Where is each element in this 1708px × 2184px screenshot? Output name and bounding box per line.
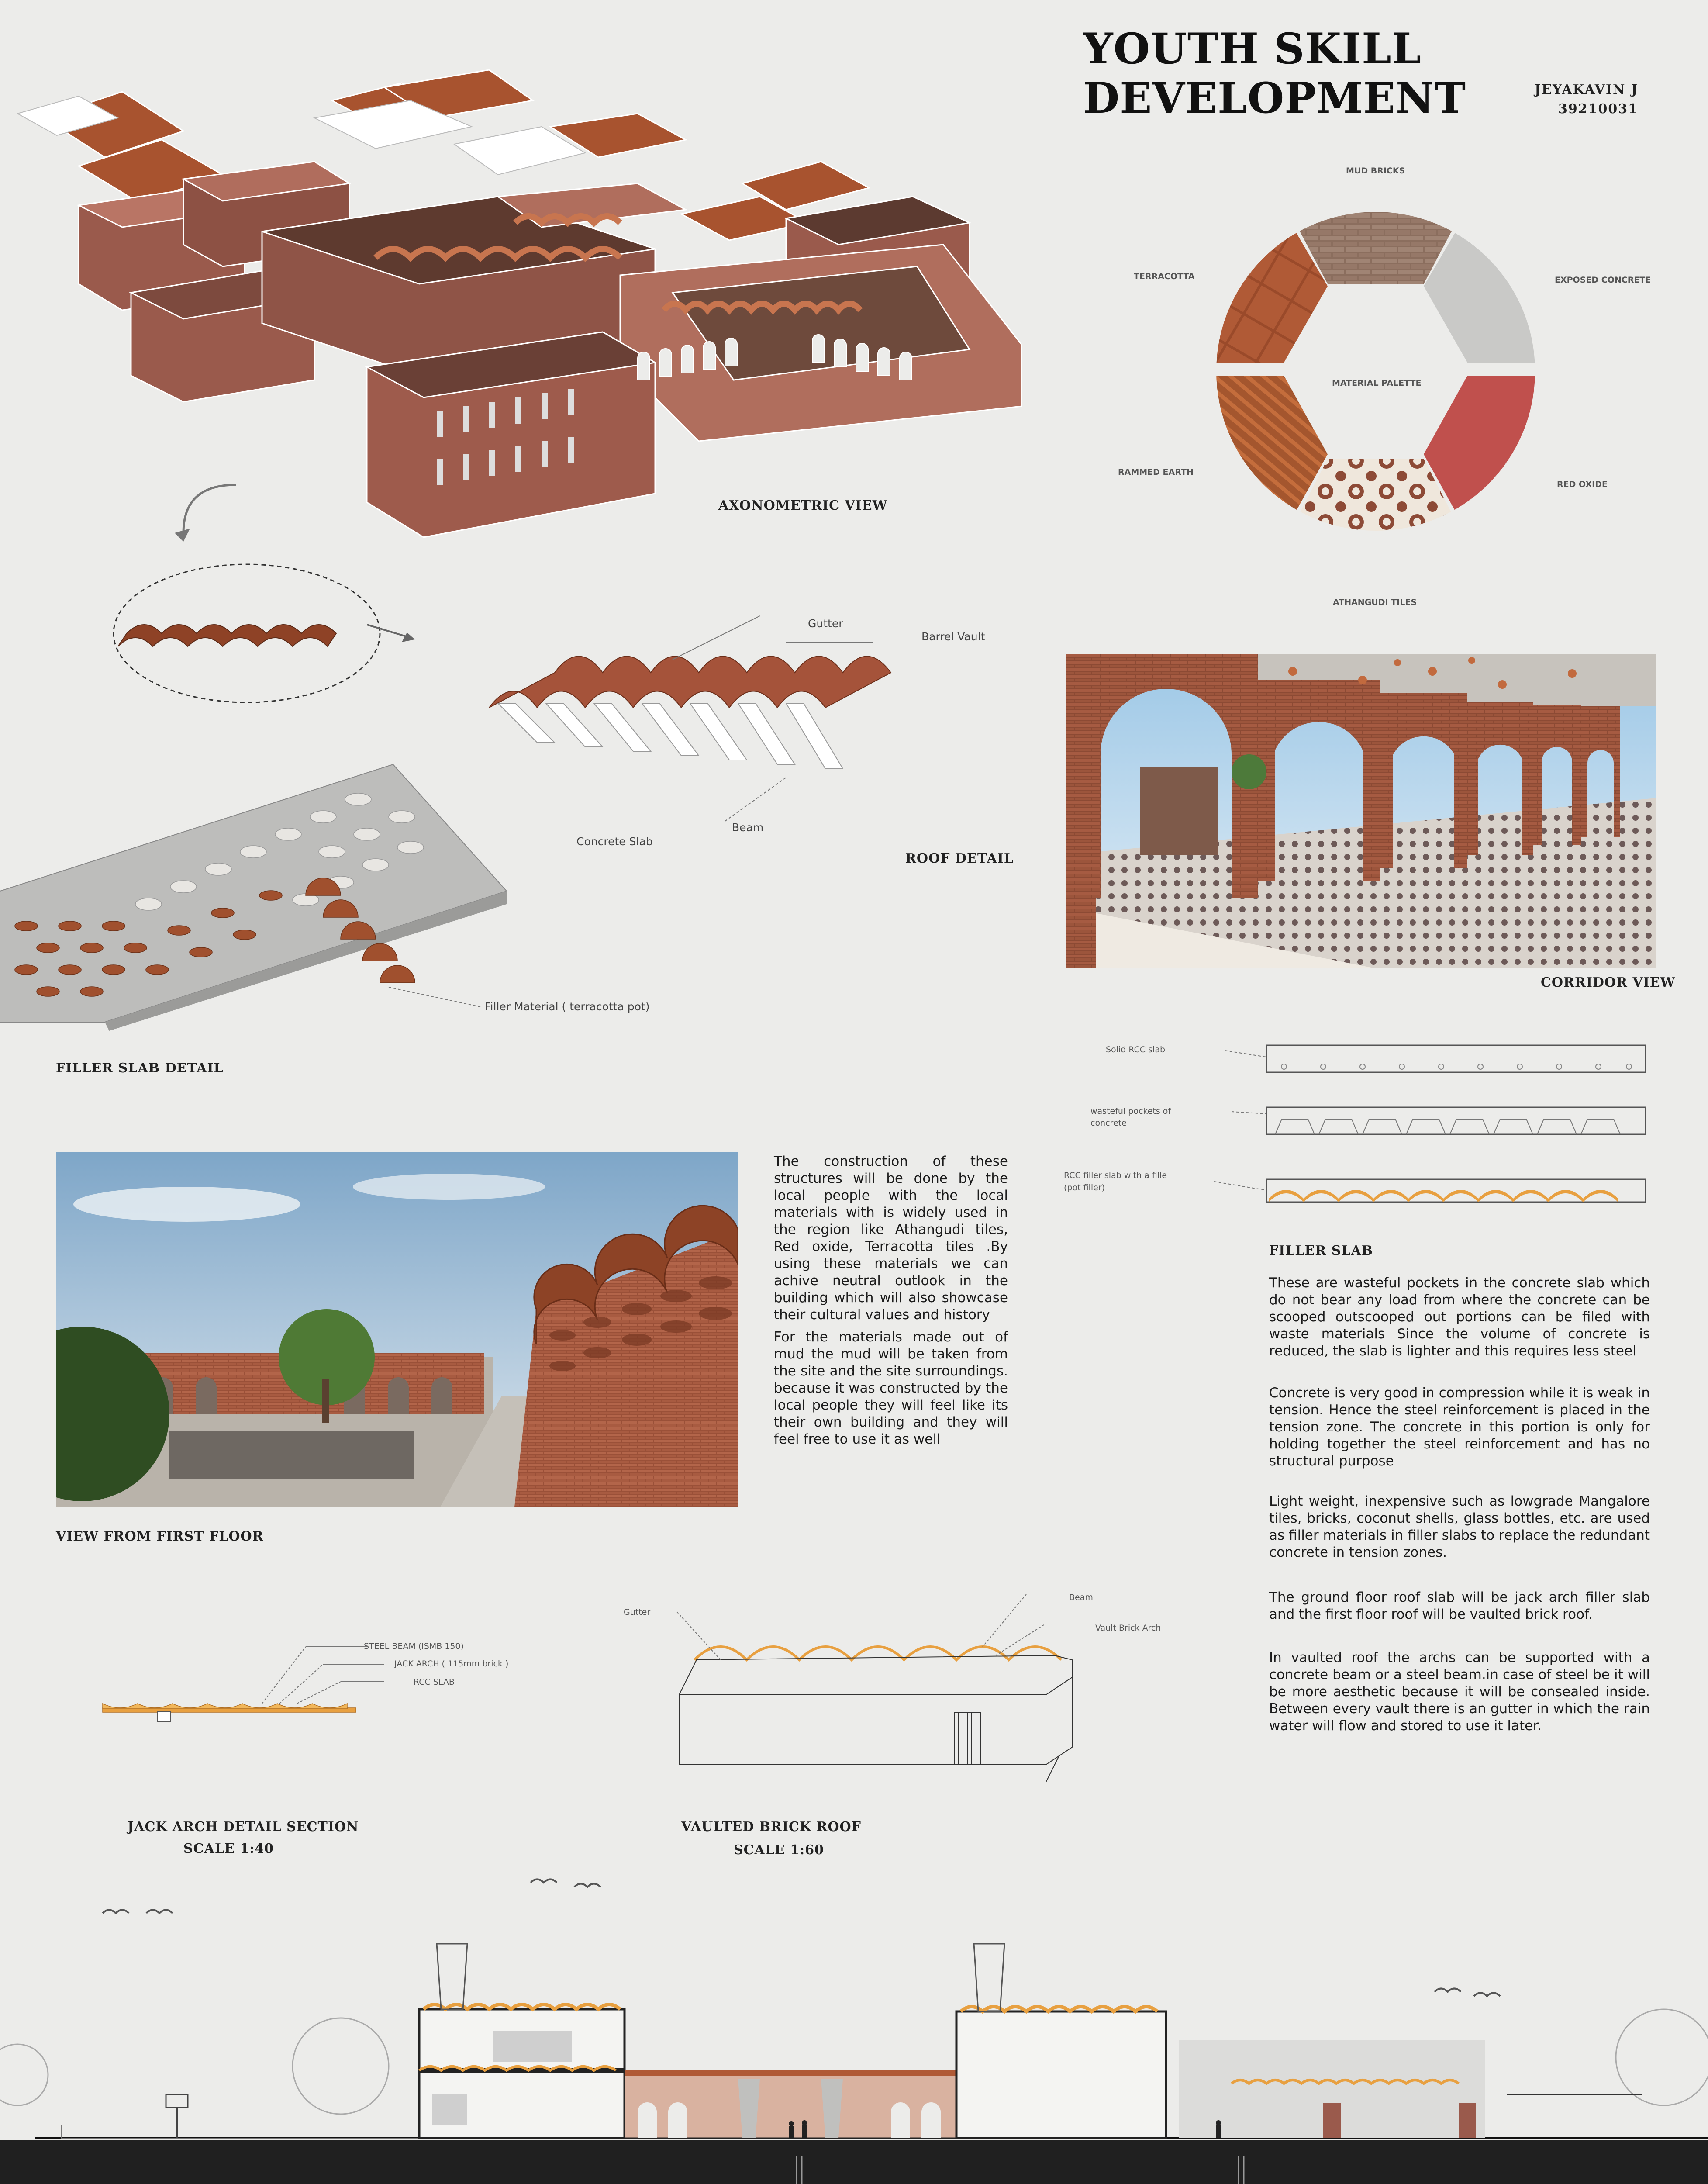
jack-arch-drawing xyxy=(96,1634,402,1734)
axonometric-drawing xyxy=(17,66,1022,546)
filler-diagram-pockets-label-1: wasteful pockets of xyxy=(1090,1106,1171,1116)
slab-label-concrete: Concrete Slab xyxy=(576,835,653,848)
bottom-band xyxy=(0,2140,1708,2184)
filler-diagram-solid-label: Solid RCC slab xyxy=(1106,1045,1166,1054)
filler-text-2: Concrete is very good in compression while it is weak in tension. Hence the steel reinforcement is placed in the tension zone. The concrete in this portion is only for holding together the steel reinforcement and has no structural purpose xyxy=(1269,1385,1650,1469)
jack-arch-scale: SCALE 1:40 xyxy=(183,1841,274,1856)
palette-center-label: MATERIAL PALETTE xyxy=(1332,378,1422,388)
corridor-caption: CORRIDOR VIEW xyxy=(1541,975,1676,990)
filler-text-5: In vaulted roof the archs can be supported with a concrete beam or a steel beam.in case of steel be it will be more aesthetic because it will be consealed inside. Between every vault there is an gutter in which the rain water will flow and stored to use it later. xyxy=(1269,1650,1650,1734)
roof-label-barrel-vault: Barrel Vault xyxy=(921,630,985,643)
down-arrow-icon xyxy=(790,2156,808,2184)
first-floor-caption: VIEW FROM FIRST FLOOR xyxy=(56,1529,264,1544)
roof-detail-caption: ROOF DETAIL xyxy=(905,851,1014,866)
palette-label-red-oxide: RED OXIDE xyxy=(1557,480,1608,489)
roof-label-gutter: Gutter xyxy=(808,617,843,630)
filler-diagram-rcc-label-2: (pot filler) xyxy=(1064,1183,1105,1192)
author-name: JEYAKAVIN J xyxy=(1534,82,1638,97)
section-drawing xyxy=(0,1865,1708,2145)
filler-text-4: The ground floor roof slab will be jack arch filler slab and the first floor roof will be vaulted brick roof. xyxy=(1269,1590,1650,1622)
palette-label-mud-bricks: MUD BRICKS xyxy=(1346,166,1405,176)
construction-text: The construction of these structures will be done by the local people with the local materials with is widely used in the region like Athangudi tiles, Red oxide, Terracotta tiles .By using these materials we can achive neutral outlook in the building which will also showcase their cultural values and history xyxy=(774,1154,1008,1323)
slab-label-filler: Filler Material ( terracotta pot) xyxy=(485,1000,650,1013)
filler-diagram-rcc-label-1: RCC filler slab with a fille xyxy=(1064,1171,1167,1180)
filler-diagram-pockets-label-2: concrete xyxy=(1090,1118,1127,1128)
down-arrow-icon xyxy=(1232,2156,1250,2184)
jack-arch-caption: JACK ARCH DETAIL SECTION xyxy=(128,1819,359,1835)
material-palette-wheel xyxy=(1188,201,1563,542)
palette-label-athangudi-tiles: ATHANGUDI TILES xyxy=(1333,598,1417,607)
vaulted-roof-scale: SCALE 1:60 xyxy=(734,1842,824,1858)
corridor-view-image xyxy=(1066,654,1656,968)
filler-slab-diagrams xyxy=(1188,1040,1660,1214)
vault-label-gutter: Gutter xyxy=(624,1607,651,1617)
filler-slab-heading: FILLER SLAB xyxy=(1269,1243,1373,1258)
jack-arch-label-rcc: RCC SLAB xyxy=(414,1677,455,1687)
page-title: YOUTH SKILL DEVELOPMENT xyxy=(1083,24,1466,123)
axonometric-caption: AXONOMETRIC VIEW xyxy=(718,498,888,513)
palette-label-rammed-earth: RAMMED EARTH xyxy=(1118,467,1194,477)
palette-label-exposed-concrete: EXPOSED CONCRETE xyxy=(1555,275,1651,285)
filler-slab-drawing xyxy=(0,760,524,1031)
palette-label-terracotta: TERRACOTTA xyxy=(1134,272,1195,281)
vaulted-roof-caption: VAULTED BRICK ROOF xyxy=(681,1819,861,1835)
author-id: 39210031 xyxy=(1558,101,1638,117)
jack-arch-label-arch: JACK ARCH ( 115mm brick ) xyxy=(394,1659,509,1669)
filler-text-3: Light weight, inexpensive such as lowgrade Mangalore tiles, bricks, coconut shells, glass bottles, etc. are used as filler materials in filler slabs to replace the redundant concrete in tension zones. xyxy=(1269,1493,1650,1560)
roof-label-beam: Beam xyxy=(732,821,764,834)
jack-arch-label-steel: STEEL BEAM (ISMB 150) xyxy=(364,1641,464,1651)
filler-text-1: These are wasteful pockets in the concrete slab which do not bear any load from where the concrete can be scooped outscooped out portions can be filed with waste materials Since the volume of concrete is reduced, the slab is lighter and this requires less steel xyxy=(1269,1275,1650,1359)
filler-slab-detail-caption: FILLER SLAB DETAIL xyxy=(56,1061,224,1076)
vault-label-beam: Beam xyxy=(1069,1593,1093,1602)
mud-materials-text: For the materials made out of mud the mud will be taken from the site and the site surroundings. because it was constructed by the local people they will feel like its their own building and they will feel free to use it as well xyxy=(774,1329,1008,1447)
vault-label-arch: Vault Brick Arch xyxy=(1095,1623,1161,1633)
vaulted-roof-drawing xyxy=(620,1590,1101,1795)
first-floor-view-image xyxy=(56,1152,738,1507)
